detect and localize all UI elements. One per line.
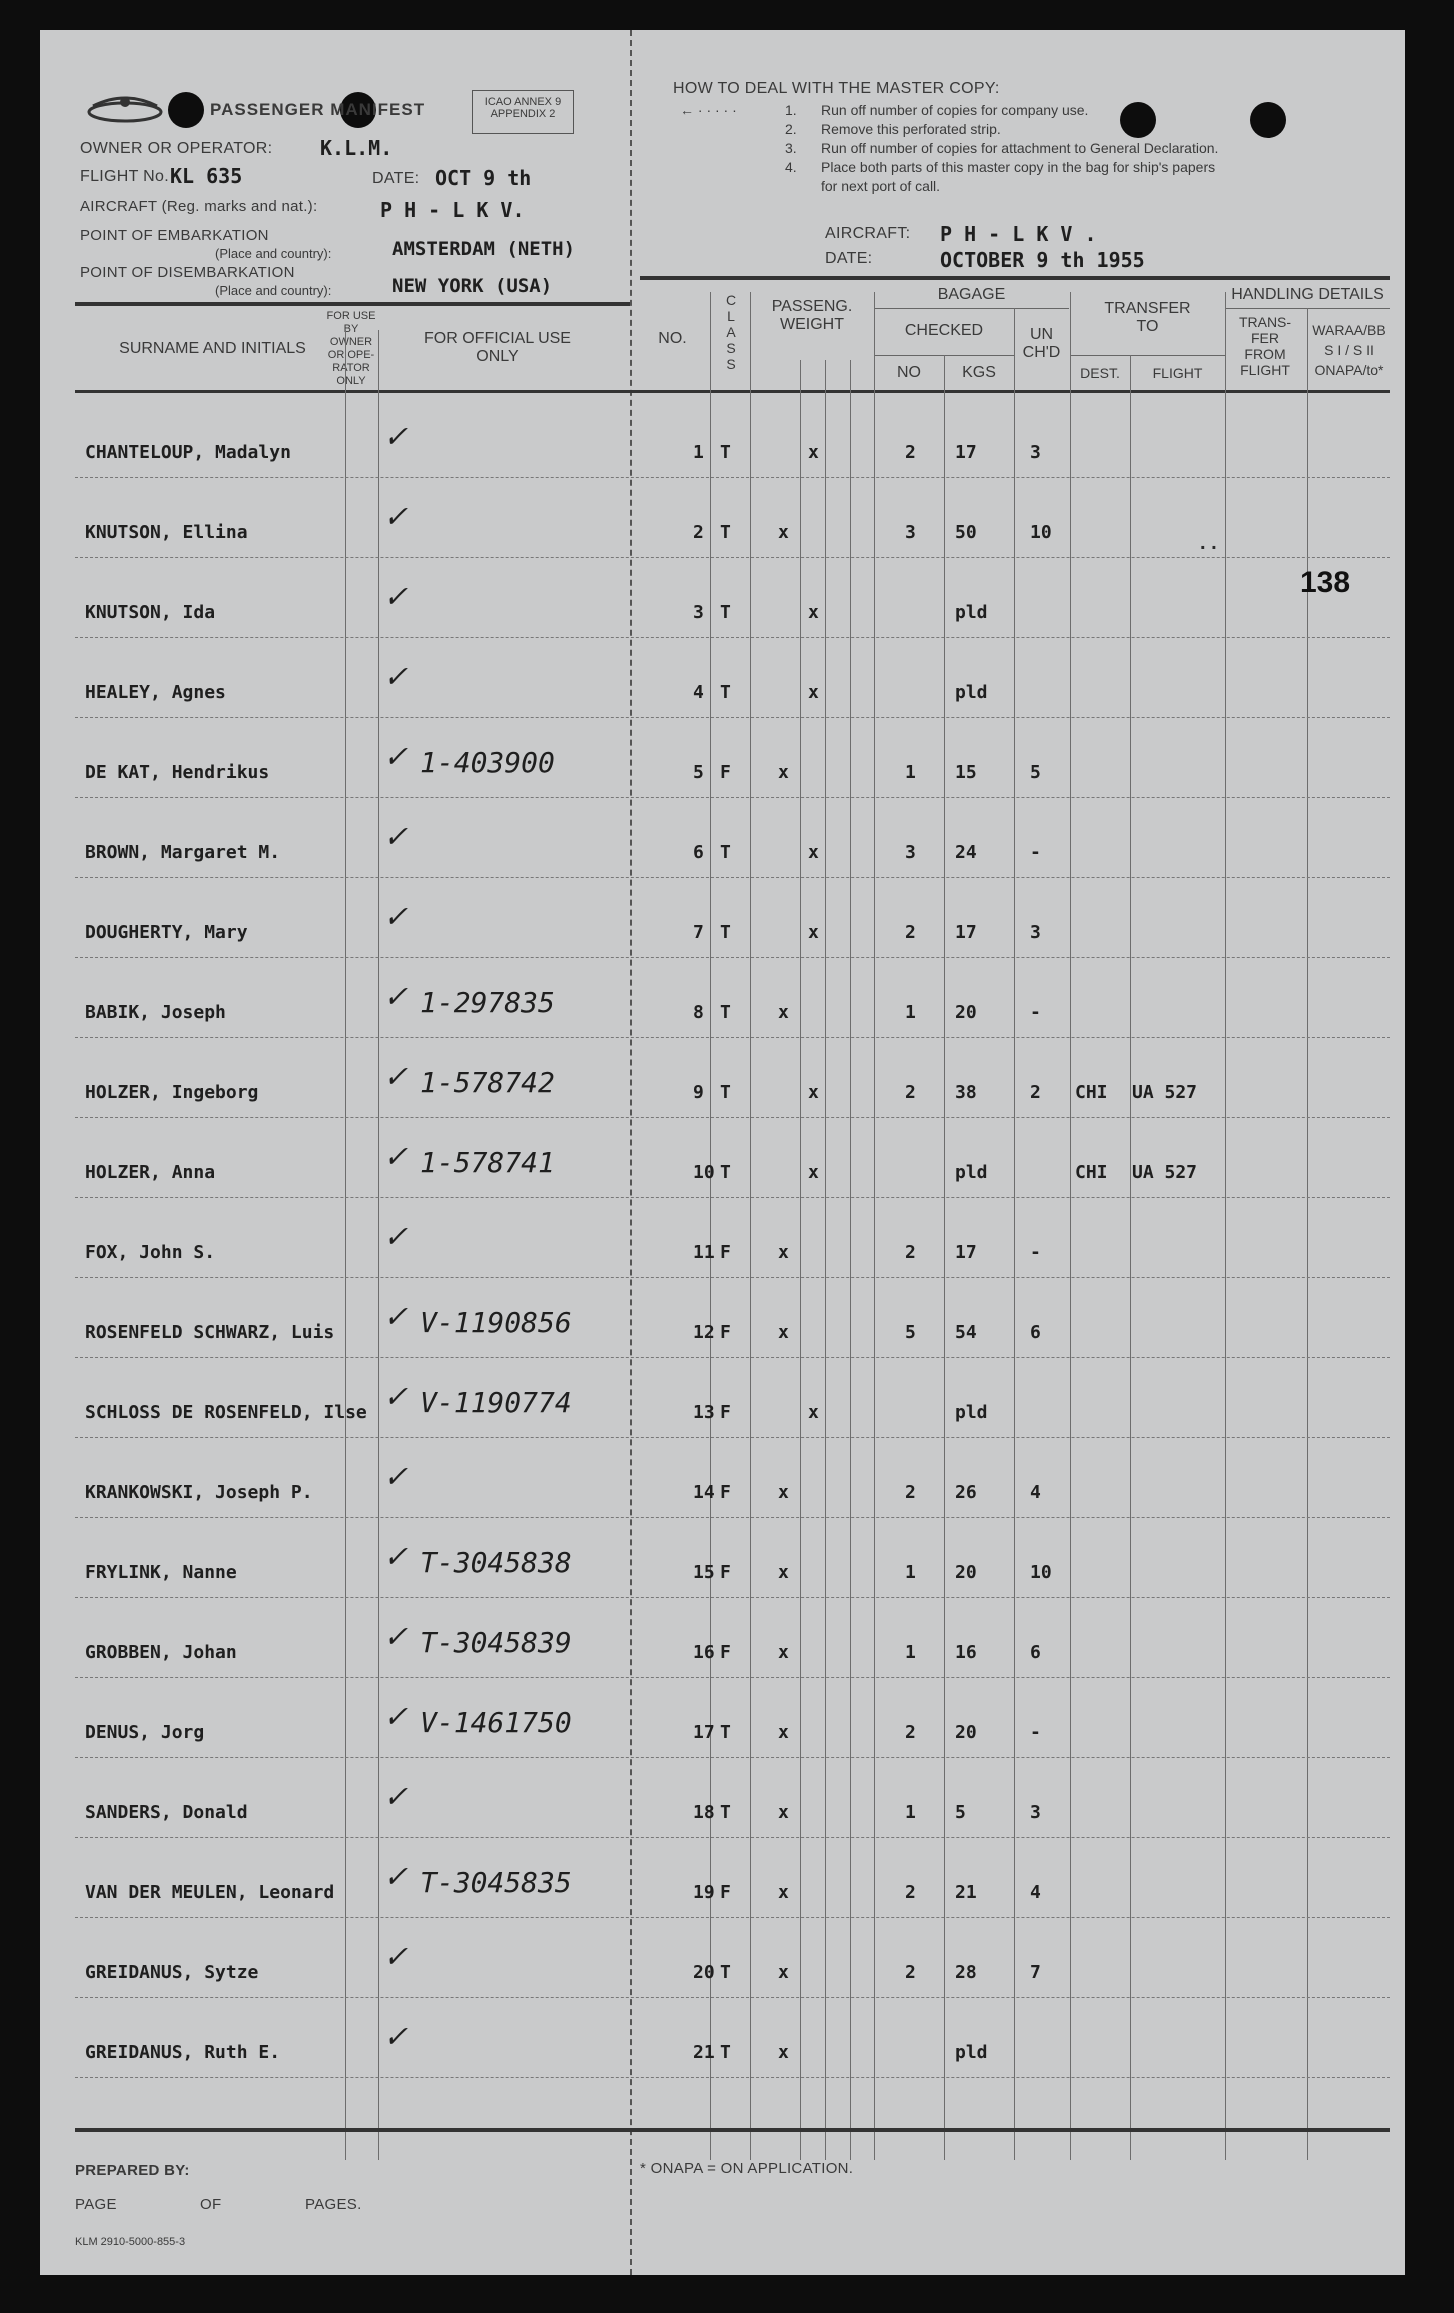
instructions-title: HOW TO DEAL WITH THE MASTER COPY:	[673, 80, 1000, 97]
pages-label: PAGES.	[305, 2196, 362, 2213]
right-date-value: OCTOBER 9 th 1955	[940, 248, 1145, 272]
instruction-item: for next port of call.	[821, 178, 941, 194]
row-divider	[75, 2077, 1390, 2078]
passenger-number: 20	[693, 1962, 715, 1983]
flight-value: KL 635	[170, 164, 243, 188]
passenger-name: HOLZER, Anna	[85, 1162, 216, 1183]
bag-kgs: 17	[955, 442, 977, 463]
passenger-name: KRANKOWSKI, Joseph P.	[85, 1482, 313, 1503]
instruction-item: 1. Run off number of copies for company use.	[785, 102, 1089, 118]
bag-kgs: 15	[955, 762, 977, 783]
weight-mark: x	[778, 1002, 789, 1023]
unchecked-count: -	[1030, 1242, 1041, 1263]
punch-hole	[168, 92, 204, 128]
bag-count: 3	[905, 842, 916, 863]
transfer-flight: UA 527	[1132, 1162, 1198, 1183]
official-number: V-1461750	[420, 1706, 572, 1739]
official-number: T-3045835	[420, 1866, 572, 1899]
class-code: T	[720, 2042, 731, 2063]
instruction-item: 3. Run off number of copies for attachment to General Declaration.	[785, 140, 1219, 156]
bag-kgs: 20	[955, 1562, 977, 1583]
check-mark: ✓	[385, 1136, 406, 1176]
col-kgs: KGS	[962, 364, 996, 381]
passenger-name: HOLZER, Ingeborg	[85, 1082, 259, 1103]
col-bag-no: NO	[897, 364, 921, 381]
unchecked-count: -	[1030, 1002, 1041, 1023]
check-mark: ✓	[385, 2016, 406, 2056]
unchecked-count: 6	[1030, 1642, 1041, 1663]
embark-sub: (Place and country):	[215, 246, 332, 261]
weight-mark: x	[808, 922, 819, 943]
bag-kgs: 50	[955, 522, 977, 543]
check-mark: ✓	[385, 496, 406, 536]
passenger-number: 9	[693, 1082, 704, 1103]
weight-mark: x	[778, 1562, 789, 1583]
passenger-number: 7	[693, 922, 704, 943]
weight-mark: x	[778, 1962, 789, 1983]
unchecked-count: 7	[1030, 1962, 1041, 1983]
passenger-name: HEALEY, Agnes	[85, 682, 226, 703]
unchecked-count: 3	[1030, 922, 1041, 943]
unchecked-count: 2	[1030, 1082, 1041, 1103]
table-bottom-rule	[75, 2128, 1390, 2132]
passenger-name: GREIDANUS, Ruth E.	[85, 2042, 281, 2063]
bagage-rule	[874, 308, 1069, 309]
table-row	[75, 1918, 1390, 1998]
punch-hole	[1250, 102, 1286, 138]
official-number: 1-578741	[420, 1146, 555, 1179]
date-value: OCT 9 th	[435, 166, 532, 190]
icao-box	[472, 90, 574, 134]
check-mark: ✓	[385, 1536, 406, 1576]
unchecked-count: 4	[1030, 1882, 1041, 1903]
disembark-label: POINT OF DISEMBARKATION	[80, 264, 295, 281]
bag-count: 2	[905, 922, 916, 943]
bag-kgs: 24	[955, 842, 977, 863]
unchecked-count: 10	[1030, 522, 1052, 543]
table-row	[75, 1518, 1390, 1598]
table-row	[75, 1278, 1390, 1358]
instruction-item: 4. Place both parts of this master copy in the bag for ship's papers	[785, 159, 1216, 175]
col-flight: FLIGHT	[1152, 365, 1203, 381]
icao-line1: ICAO ANNEX 9	[484, 96, 562, 108]
bag-kgs: pld	[955, 682, 988, 703]
passenger-name: KNUTSON, Ida	[85, 602, 216, 623]
weight-mark: x	[778, 1722, 789, 1743]
weight-mark: x	[808, 682, 819, 703]
class-code: T	[720, 682, 731, 703]
weight-mark: x	[808, 1162, 819, 1183]
table-row	[75, 478, 1390, 558]
bag-kgs: 38	[955, 1082, 977, 1103]
columns-rule	[75, 390, 1390, 393]
transfer-dest: CHI	[1075, 1162, 1108, 1183]
weight-mark: x	[778, 1242, 789, 1263]
passenger-name: GROBBEN, Johan	[85, 1642, 237, 1663]
passenger-number: 8	[693, 1002, 704, 1023]
right-aircraft-value: P H - L K V .	[940, 222, 1097, 246]
onapa-note: * ONAPA = ON APPLICATION.	[640, 2160, 854, 2177]
weight-mark: x	[778, 1882, 789, 1903]
col-weight: PASSENG. WEIGHT	[771, 298, 853, 333]
bag-kgs: 28	[955, 1962, 977, 1983]
official-number: 1-578742	[420, 1066, 555, 1099]
header-rule	[640, 276, 1390, 280]
unchecked-count: 3	[1030, 442, 1041, 463]
check-mark: ✓	[385, 896, 406, 936]
flight-label: FLIGHT No.	[80, 168, 169, 185]
col-checked: CHECKED	[904, 322, 984, 339]
passenger-name: SANDERS, Donald	[85, 1802, 248, 1823]
bag-kgs: 26	[955, 1482, 977, 1503]
check-mark: ✓	[385, 1696, 406, 1736]
class-code: F	[720, 1482, 731, 1503]
class-code: T	[720, 1722, 731, 1743]
bag-count: 1	[905, 1642, 916, 1663]
transfer-dest: CHI	[1075, 1082, 1108, 1103]
passenger-name: KNUTSON, Ellina	[85, 522, 248, 543]
bag-count: 2	[905, 1962, 916, 1983]
class-code: F	[720, 762, 731, 783]
table-row	[75, 1358, 1390, 1438]
form-code: KLM 2910-5000-855-3	[75, 2236, 186, 2248]
table-row	[75, 1438, 1390, 1518]
class-code: T	[720, 1162, 731, 1183]
form-title: PASSENGER MANIFEST	[210, 100, 426, 119]
col-unchd: UN CH'D	[1022, 326, 1061, 361]
check-mark: ✓	[385, 416, 406, 456]
bag-count: 5	[905, 1322, 916, 1343]
col-no: NO.	[658, 330, 687, 347]
class-code: F	[720, 1642, 731, 1663]
unchecked-count: 3	[1030, 1802, 1041, 1823]
check-mark: ✓	[385, 1216, 406, 1256]
official-number: V-1190774	[420, 1386, 572, 1419]
bag-kgs: 5	[955, 1802, 966, 1823]
col-owner-use: FOR USE BY OWNER OR OPE- RATOR ONLY	[326, 310, 376, 387]
col-bagage: BAGAGE	[937, 286, 1006, 303]
instructions-list	[785, 102, 1218, 197]
class-code: F	[720, 1322, 731, 1343]
table-row	[75, 1118, 1390, 1198]
owner-value: K.L.M.	[320, 136, 393, 160]
prepared-by: PREPARED BY:	[75, 2162, 190, 2179]
bag-kgs: pld	[955, 1402, 988, 1423]
passenger-number: 21	[693, 2042, 715, 2063]
bag-count: 2	[905, 1482, 916, 1503]
class-code: F	[720, 1402, 731, 1423]
owner-label: OWNER OR OPERATOR:	[80, 140, 273, 157]
class-code: T	[720, 842, 731, 863]
col-class: C L A S S	[725, 292, 737, 372]
passenger-number: 19	[693, 1882, 715, 1903]
table-row	[75, 1038, 1390, 1118]
col-handling: HANDLING DETAILS	[1231, 286, 1384, 303]
passenger-name: DE KAT, Hendrikus	[85, 762, 270, 783]
right-date-label: DATE:	[825, 250, 873, 267]
bag-kgs: 17	[955, 1242, 977, 1263]
col-transfer: TRANSFER TO	[1104, 300, 1191, 335]
table-row	[75, 878, 1390, 958]
bag-count: 2	[905, 1882, 916, 1903]
weight-mark: x	[778, 1322, 789, 1343]
bag-kgs: 16	[955, 1642, 977, 1663]
weight-mark: x	[778, 522, 789, 543]
check-mark: ✓	[385, 1856, 406, 1896]
check-mark: ✓	[385, 1616, 406, 1656]
check-mark: ✓	[385, 816, 406, 856]
official-number: V-1190856	[420, 1306, 572, 1339]
class-code: F	[720, 1562, 731, 1583]
date-label: DATE:	[372, 170, 420, 187]
klm-logo	[85, 90, 165, 130]
passenger-number: 2	[693, 522, 704, 543]
passenger-number: 4	[693, 682, 704, 703]
check-mark: ✓	[385, 736, 406, 776]
weight-mark: x	[778, 762, 789, 783]
embark-value: AMSTERDAM (NETH)	[392, 238, 576, 260]
unchecked-count: 5	[1030, 762, 1041, 783]
passenger-number: 11	[693, 1242, 715, 1263]
weight-mark: x	[808, 442, 819, 463]
passenger-name: CHANTELOUP, Madalyn	[85, 442, 291, 463]
unchecked-count: -	[1030, 842, 1041, 863]
check-mark: ✓	[385, 1936, 406, 1976]
bag-count: 1	[905, 1562, 916, 1583]
passenger-name: SCHLOSS DE ROSENFELD, Ilse	[85, 1402, 367, 1423]
class-code: T	[720, 1962, 731, 1983]
weight-mark: x	[808, 842, 819, 863]
table-row	[75, 1198, 1390, 1278]
bag-kgs: 54	[955, 1322, 977, 1343]
bag-count: 2	[905, 1082, 916, 1103]
transfer-rule	[1070, 355, 1225, 356]
passenger-name: DENUS, Jorg	[85, 1722, 205, 1743]
unchecked-count: -	[1030, 1722, 1041, 1743]
passenger-number: 15	[693, 1562, 715, 1583]
check-mark: ✓	[385, 656, 406, 696]
check-mark: ✓	[385, 576, 406, 616]
class-code: T	[720, 1002, 731, 1023]
passenger-name: VAN DER MEULEN, Leonard	[85, 1882, 335, 1903]
class-code: T	[720, 1082, 731, 1103]
passenger-number: 17	[693, 1722, 715, 1743]
col-dest: DEST.	[1080, 365, 1120, 381]
aircraft-value: P H - L K V.	[380, 198, 525, 222]
bag-kgs: 20	[955, 1722, 977, 1743]
class-code: T	[720, 442, 731, 463]
passenger-name: BROWN, Margaret M.	[85, 842, 281, 863]
table-row	[75, 638, 1390, 718]
check-mark: ✓	[385, 1296, 406, 1336]
official-number: 1-403900	[420, 746, 555, 779]
bag-kgs: 21	[955, 1882, 977, 1903]
passenger-name: DOUGHERTY, Mary	[85, 922, 248, 943]
instructions-arrow: ← · · · · ·	[680, 102, 737, 118]
unchecked-count: 10	[1030, 1562, 1052, 1583]
bag-count: 1	[905, 1802, 916, 1823]
check-mark: ✓	[385, 1776, 406, 1816]
passenger-number: 16	[693, 1642, 715, 1663]
table-row	[75, 558, 1390, 638]
bag-count: 2	[905, 442, 916, 463]
table-row	[75, 1998, 1390, 2078]
bag-kgs: 20	[955, 1002, 977, 1023]
page-label: PAGE	[75, 2196, 117, 2213]
instruction-item: 2. Remove this perforated strip.	[785, 121, 1001, 137]
official-number: 1-297835	[420, 986, 555, 1019]
passenger-name: FRYLINK, Nanne	[85, 1562, 237, 1583]
col-trans-from: TRANS- FER FROM FLIGHT	[1238, 314, 1292, 378]
bag-kgs: pld	[955, 1162, 988, 1183]
weight-mark: x	[808, 1402, 819, 1423]
embark-label: POINT OF EMBARKATION	[80, 227, 269, 244]
passenger-name: ROSENFELD SCHWARZ, Luis	[85, 1322, 335, 1343]
manifest-sheet	[40, 30, 1405, 2275]
col-official: FOR OFFICIAL USE ONLY	[424, 330, 571, 365]
class-code: T	[720, 1802, 731, 1823]
class-code: T	[720, 522, 731, 543]
passenger-number: 14	[693, 1482, 715, 1503]
passenger-number: 5	[693, 762, 704, 783]
class-code: F	[720, 1242, 731, 1263]
disembark-sub: (Place and country):	[215, 283, 332, 298]
weight-mark: x	[808, 602, 819, 623]
table-row	[75, 718, 1390, 798]
bag-count: 2	[905, 1242, 916, 1263]
table-row	[75, 798, 1390, 878]
table-row	[75, 1678, 1390, 1758]
icao-line2: APPENDIX 2	[490, 108, 556, 120]
disembark-value: NEW YORK (USA)	[392, 275, 553, 297]
table-row	[75, 398, 1390, 478]
passenger-name: GREIDANUS, Sytze	[85, 1962, 259, 1983]
check-mark: ✓	[385, 976, 406, 1016]
aircraft-label: AIRCRAFT (Reg. marks and nat.):	[80, 198, 318, 215]
unchecked-count: 6	[1030, 1322, 1041, 1343]
check-mark: ✓	[385, 1376, 406, 1416]
unchecked-count: 4	[1030, 1482, 1041, 1503]
class-code: T	[720, 922, 731, 943]
weight-mark: x	[778, 1482, 789, 1503]
table-row	[75, 958, 1390, 1038]
bag-kgs: 17	[955, 922, 977, 943]
header-rule	[75, 302, 630, 306]
table-row	[75, 1838, 1390, 1918]
weight-mark: x	[778, 2042, 789, 2063]
weight-mark: x	[808, 1082, 819, 1103]
check-mark: ✓	[385, 1456, 406, 1496]
table-row	[75, 1598, 1390, 1678]
passenger-number: 3	[693, 602, 704, 623]
transfer-flight: UA 527	[1132, 1082, 1198, 1103]
bag-count: 2	[905, 1722, 916, 1743]
bag-count: 1	[905, 762, 916, 783]
class-code: F	[720, 1882, 731, 1903]
table-row	[75, 1758, 1390, 1838]
bag-kgs: pld	[955, 602, 988, 623]
passenger-name: BABIK, Joseph	[85, 1002, 226, 1023]
passenger-number: 10	[693, 1162, 715, 1183]
side-dots: . .	[1200, 532, 1217, 554]
passenger-number: 13	[693, 1402, 715, 1423]
col-waraa: WARAA/BB S I / S II ONAPA/to*	[1312, 322, 1386, 378]
official-number: T-3045838	[420, 1546, 572, 1579]
weight-mark: x	[778, 1802, 789, 1823]
passenger-number: 1	[693, 442, 704, 463]
weight-mark: x	[778, 1642, 789, 1663]
passenger-number: 18	[693, 1802, 715, 1823]
passenger-number: 6	[693, 842, 704, 863]
bag-count: 1	[905, 1002, 916, 1023]
right-aircraft-label: AIRCRAFT:	[825, 225, 911, 242]
passenger-name: FOX, John S.	[85, 1242, 216, 1263]
of-label: OF	[200, 2196, 222, 2213]
check-mark: ✓	[385, 1056, 406, 1096]
class-code: T	[720, 602, 731, 623]
bag-kgs: pld	[955, 2042, 988, 2063]
bag-count: 3	[905, 522, 916, 543]
col-surname: SURNAME AND INITIALS	[119, 340, 306, 357]
passenger-number: 12	[693, 1322, 715, 1343]
official-number: T-3045839	[420, 1626, 572, 1659]
side-number: 138	[1300, 566, 1351, 599]
